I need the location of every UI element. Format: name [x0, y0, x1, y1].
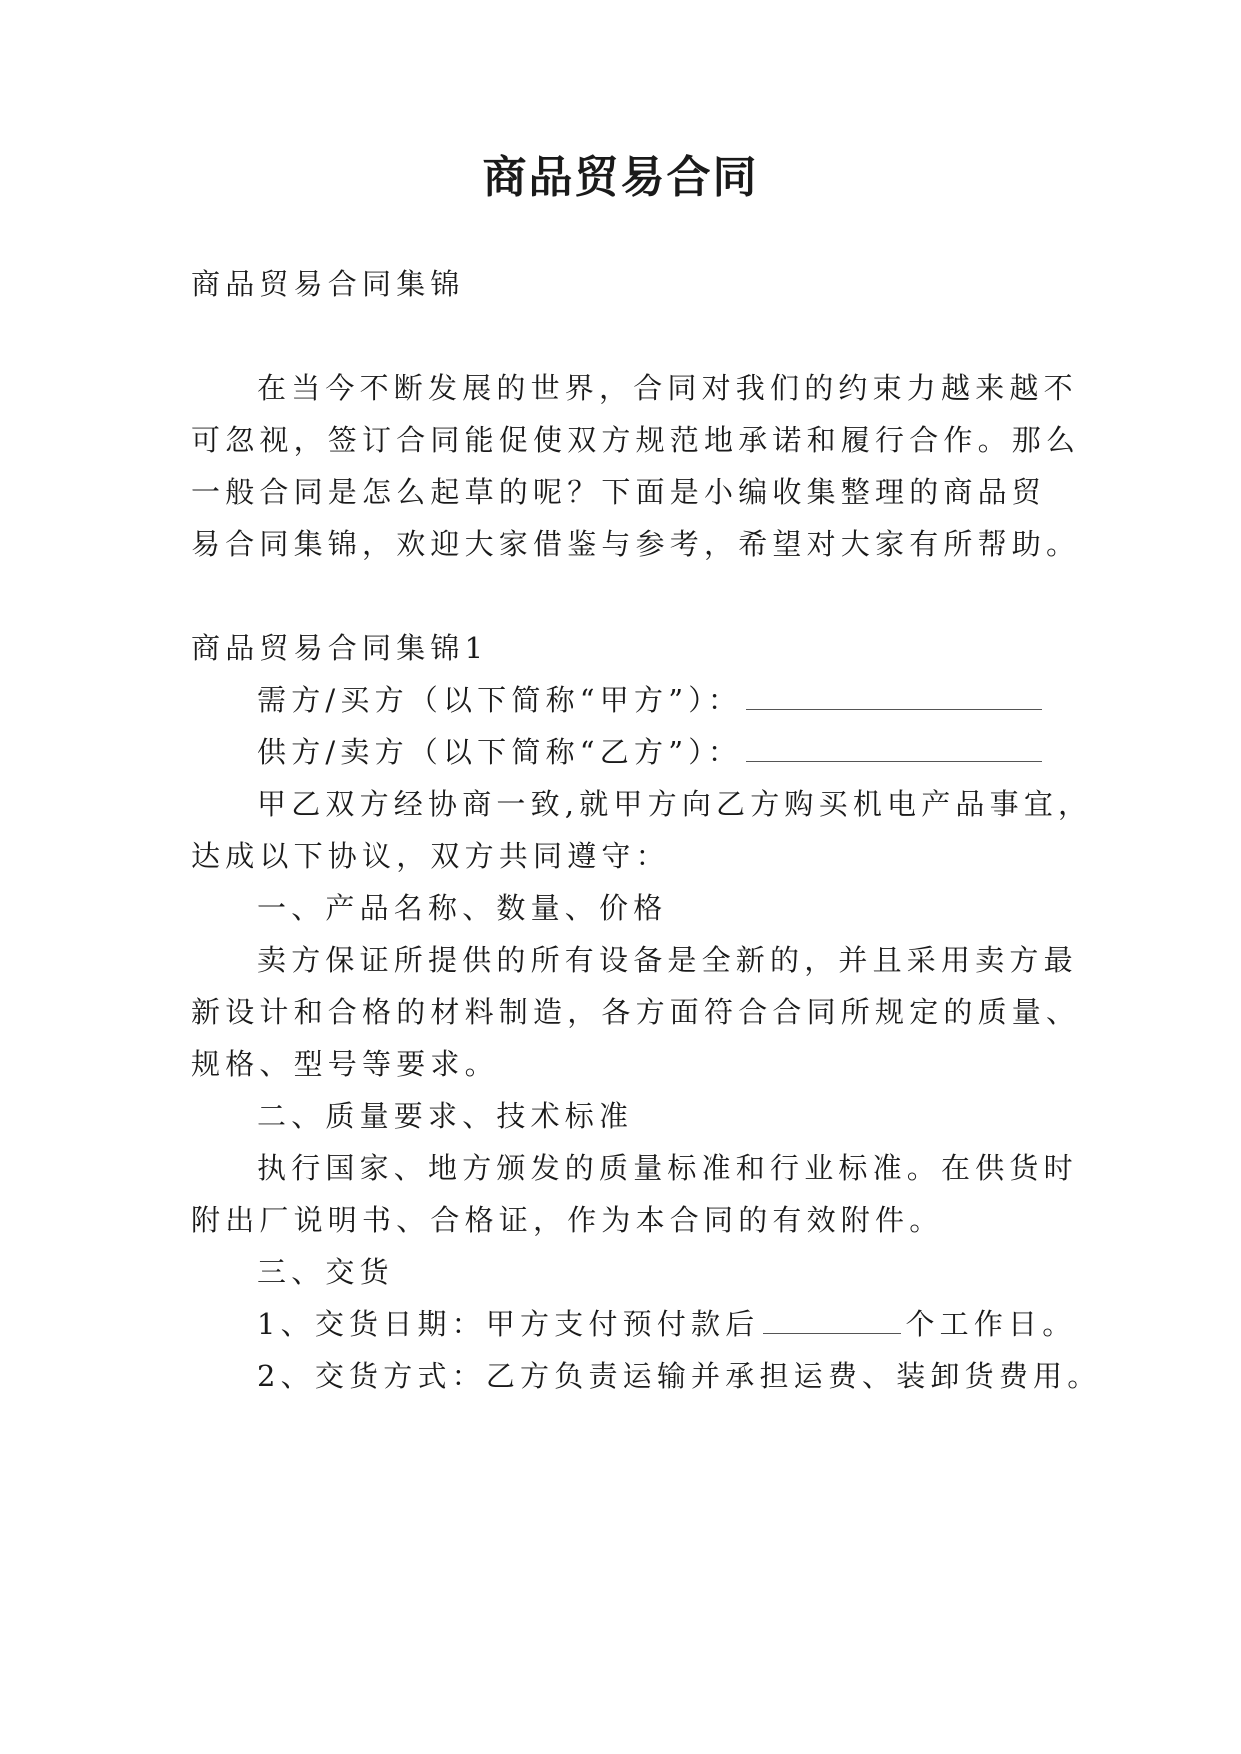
- clause-2-heading: 二、质量要求、技术标准: [257, 1099, 634, 1133]
- intro-line-1: 在当今不断发展的世界，合同对我们的约束力越来越不: [257, 371, 1078, 405]
- party-b-label: 供方/卖方（以下简称“乙方”）：: [257, 735, 743, 769]
- agreement-line-1: 甲乙双方经协商一致,就甲方向乙方购买机电产品事宜，: [257, 787, 1093, 821]
- party-a-line: [257, 678, 1071, 722]
- delivery-date-prefix: 1、交货日期：甲方支付预付款后: [257, 1307, 760, 1341]
- clause-1-line-3: 规格、型号等要求。: [191, 1047, 499, 1081]
- party-b-line: [257, 730, 1071, 774]
- delivery-method-line: 2、交货方式：乙方负责运输并承担运费、装卸货费用。: [257, 1359, 1102, 1393]
- clause-2-line-2: 附出厂说明书、合格证，作为本合同的有效附件。: [191, 1203, 944, 1237]
- party-b-blank: [746, 733, 1042, 762]
- agreement-line-2: 达成以下协议，双方共同遵守：: [191, 839, 670, 873]
- clause-2-line-1: 执行国家、地方颁发的质量标准和行业标准。在供货时: [257, 1151, 1078, 1185]
- delivery-date-suffix: 个工作日。: [905, 1307, 1077, 1341]
- clause-3-heading: 三、交货: [257, 1255, 394, 1289]
- clause-1-heading: 一、产品名称、数量、价格: [257, 891, 668, 925]
- party-a-label: 需方/买方（以下简称“甲方”）：: [257, 683, 743, 717]
- document-title: 商品贸易合同: [482, 152, 759, 203]
- clause-1-line-2: 新设计和合格的材料制造，各方面符合合同所规定的质量、: [191, 995, 1081, 1029]
- party-a-blank: [746, 681, 1042, 710]
- clause-1-line-1: 卖方保证所提供的所有设备是全新的，并且采用卖方最: [257, 943, 1078, 977]
- delivery-days-blank: [763, 1305, 901, 1334]
- intro-line-4: 易合同集锦，欢迎大家借鉴与参考，希望对大家有所帮助。: [191, 527, 1081, 561]
- section-heading: 商品贸易合同集锦1: [191, 631, 489, 665]
- document-subtitle: 商品贸易合同集锦: [191, 267, 465, 301]
- intro-line-3: 一般合同是怎么起草的呢？下面是小编收集整理的商品贸: [191, 475, 1047, 509]
- delivery-date-line: [257, 1302, 1077, 1346]
- intro-line-2: 可忽视，签订合同能促使双方规范地承诺和履行合作。那么: [191, 423, 1081, 457]
